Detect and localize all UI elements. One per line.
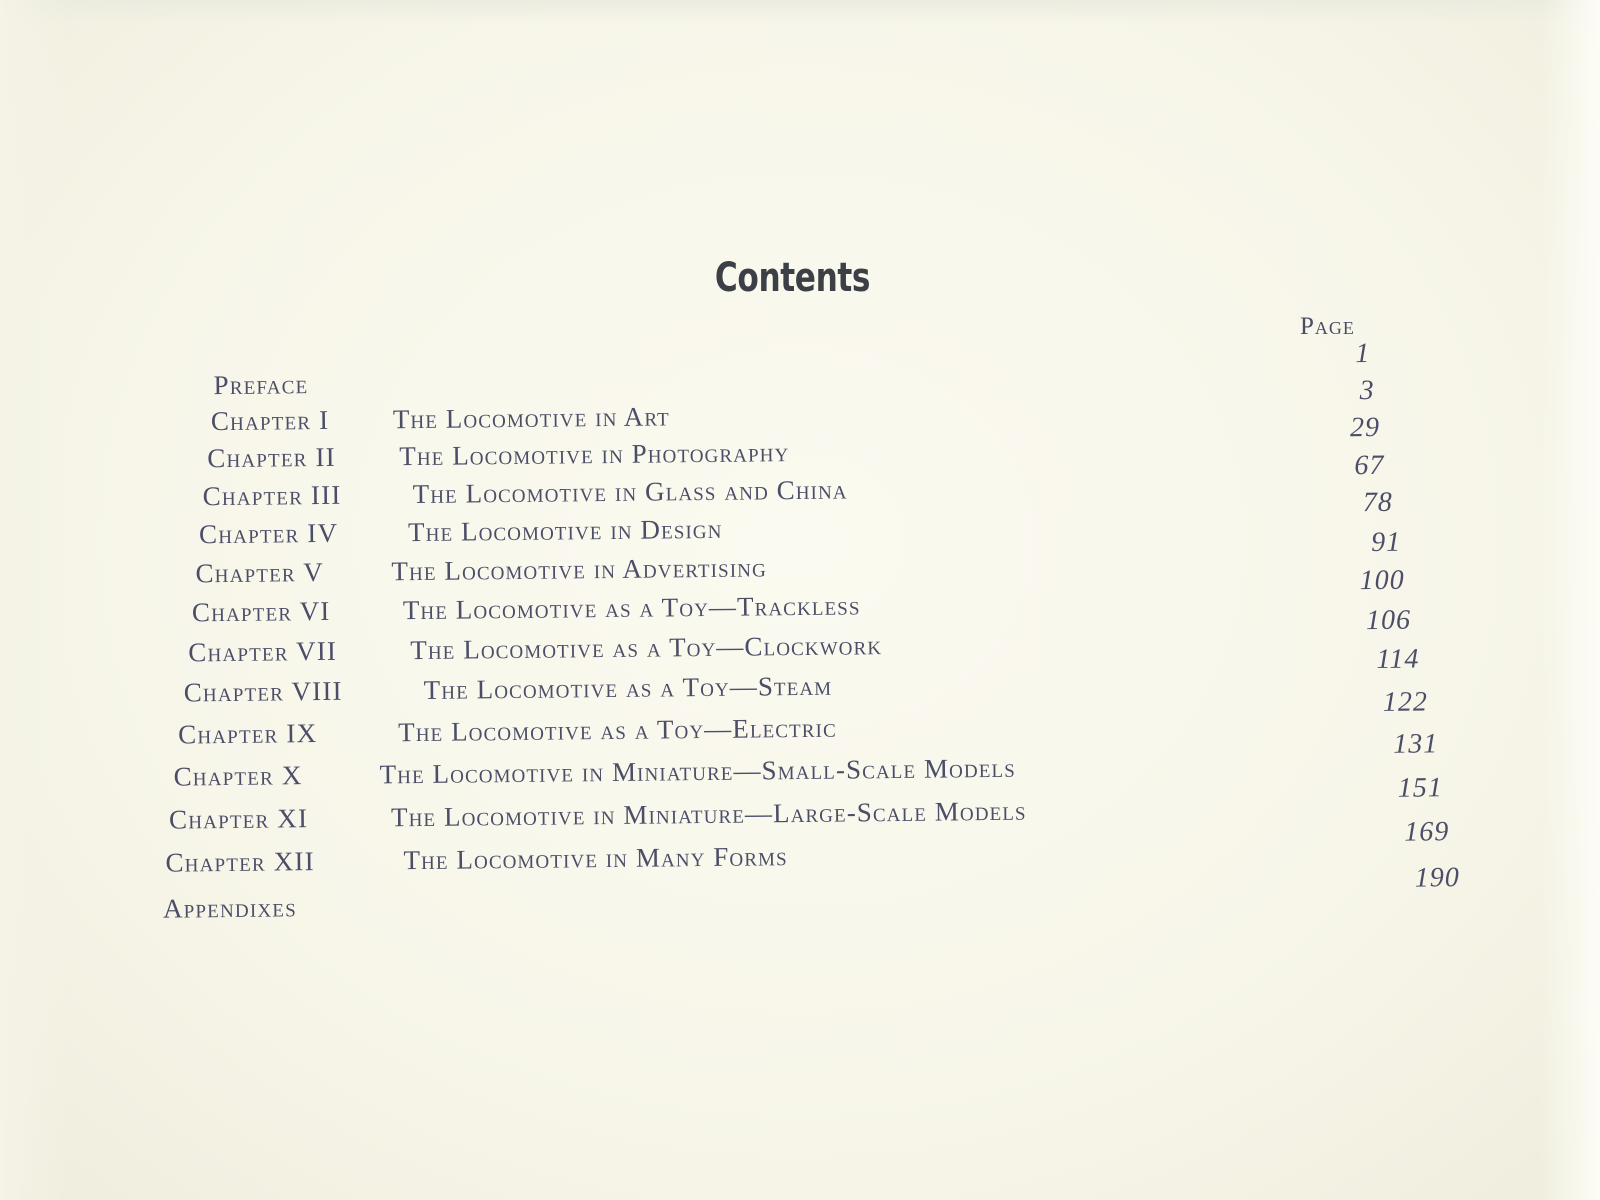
toc-label: Chapter III: [202, 479, 342, 512]
toc-label-preface: Preface: [213, 369, 309, 401]
page-number: 1: [1355, 338, 1371, 370]
page-number: 131: [1393, 728, 1439, 760]
toc-label: Chapter II: [207, 441, 337, 474]
toc-title: The Locomotive in Art: [392, 401, 670, 435]
toc-title: The Locomotive in Advertising: [391, 552, 767, 587]
toc-title: The Locomotive in Miniature—Small-Scale Models: [379, 752, 1016, 790]
page-number: 100: [1359, 564, 1405, 597]
toc-label: Chapter V: [195, 556, 325, 589]
page-number: 114: [1376, 643, 1420, 675]
toc-title: The Locomotive in Miniature—Large-Scale Models: [390, 795, 1027, 833]
page-number: 29: [1349, 411, 1381, 444]
toc-label: Chapter I: [210, 404, 330, 437]
page-number: 169: [1404, 816, 1450, 848]
toc-label: Chapter IV: [198, 517, 339, 550]
toc-label: Chapter VII: [188, 635, 338, 668]
toc-title: The Locomotive as a Toy—Clockwork: [410, 630, 883, 666]
toc-title: The Locomotive as a Toy—Electric: [397, 712, 837, 748]
page-number: 151: [1397, 772, 1443, 804]
contents-title: Contents: [714, 255, 871, 301]
page-number: 106: [1365, 604, 1412, 637]
toc-label: Chapter XI: [168, 803, 309, 835]
toc-label: Chapter IX: [178, 718, 318, 750]
page-column-heading: Page: [1300, 313, 1355, 340]
page-number: 3: [1359, 374, 1375, 407]
toc-label: Chapter XII: [165, 846, 315, 878]
toc-label: Chapter X: [173, 760, 303, 792]
toc-label-appendixes: Appendixes: [162, 892, 298, 924]
toc-title: The Locomotive in Glass and China: [412, 474, 848, 510]
page-number: 122: [1382, 686, 1429, 718]
toc-title: The Locomotive as a Toy—Trackless: [402, 590, 861, 626]
toc-title: The Locomotive as a Toy—Steam: [423, 670, 833, 705]
toc-title: The Locomotive in Photography: [399, 437, 790, 472]
page-number: 78: [1362, 486, 1393, 519]
page-number: 91: [1371, 526, 1402, 559]
page-number: 67: [1354, 449, 1385, 482]
toc-label: Chapter VI: [191, 595, 331, 628]
toc-title: The Locomotive in Design: [407, 513, 723, 548]
toc-title: The Locomotive in Many Forms: [403, 841, 788, 876]
toc-label: Chapter VIII: [183, 675, 343, 708]
page-number: 190: [1414, 862, 1460, 894]
